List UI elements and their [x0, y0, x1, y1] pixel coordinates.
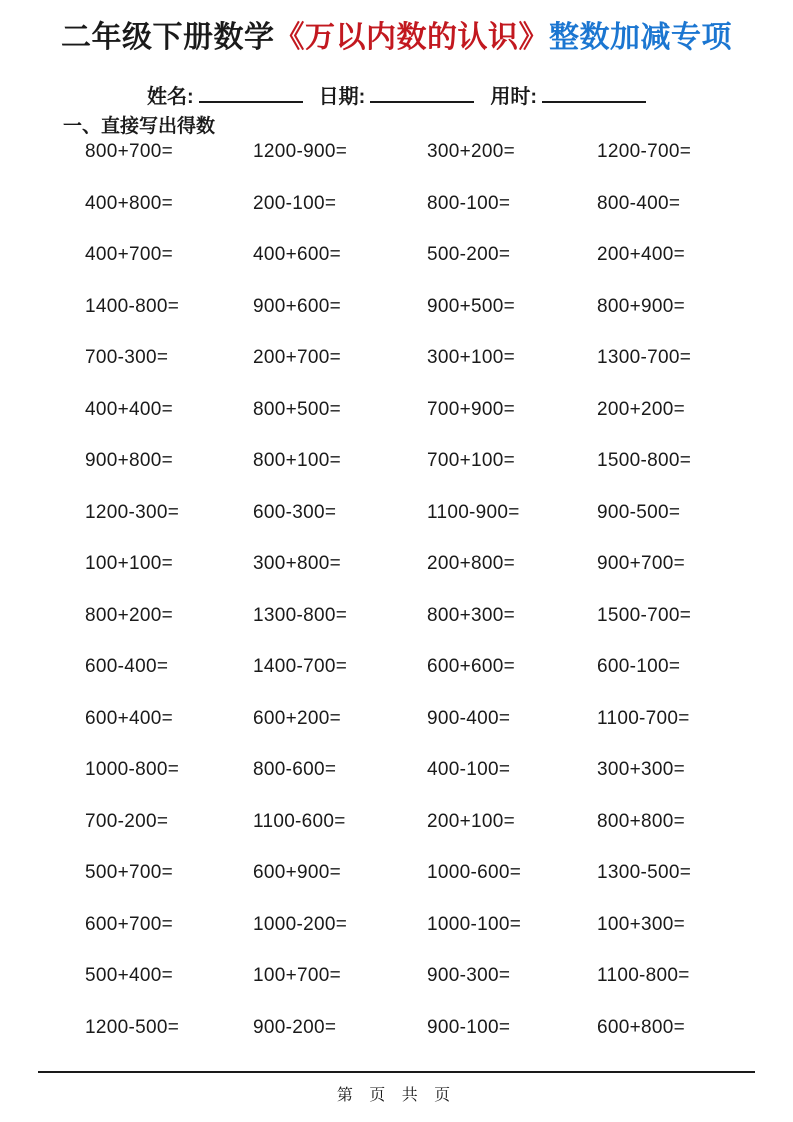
problem: 800+900=: [597, 295, 685, 317]
problem: 800+100=: [253, 450, 341, 471]
problems-grid: [85, 141, 753, 1068]
problem: 600-400=: [85, 656, 169, 677]
problem: 1100-900=: [427, 501, 520, 523]
problem: 1400-800=: [85, 295, 180, 317]
problem: 900-200=: [253, 1016, 337, 1038]
problem: 1100-600=: [253, 810, 346, 832]
problem: 800+300=: [427, 604, 515, 626]
problem: 1400-700=: [253, 656, 348, 677]
page-number-text: 第 页 共 页: [336, 1087, 457, 1104]
problem: 1300-700=: [597, 347, 692, 368]
problem: 500+700=: [85, 862, 173, 883]
problem: 600+900=: [253, 862, 341, 883]
problem: 1200-900=: [253, 141, 348, 162]
page-title: [0, 20, 793, 56]
problem: 1300-800=: [253, 604, 348, 626]
problem: 700-200=: [85, 810, 169, 832]
problem: 900+500=: [427, 295, 515, 317]
date-label: 日期:: [318, 86, 366, 108]
problem: 200-100=: [253, 192, 337, 214]
problem: 800-600=: [253, 759, 337, 780]
problem: 400-100=: [427, 759, 511, 780]
problem: 900-500=: [597, 501, 681, 523]
problem: 500-200=: [427, 244, 511, 265]
problem: 800-100=: [427, 192, 511, 214]
problem: 200+400=: [597, 244, 685, 265]
date-blank-line: [370, 82, 474, 103]
problem: 900+600=: [253, 295, 341, 317]
problem: 1200-300=: [85, 501, 180, 523]
problem: 400+400=: [85, 398, 173, 420]
problem: 600+700=: [85, 913, 173, 935]
problem: 1500-800=: [597, 450, 692, 471]
problem: 1100-800=: [597, 965, 690, 986]
problem: 100+300=: [597, 913, 685, 935]
problem: 1000-800=: [85, 759, 180, 780]
time-label: 用时:: [490, 86, 537, 108]
problem: 700+100=: [427, 450, 515, 471]
problem: 900-300=: [427, 965, 511, 986]
problem: 1100-700=: [597, 707, 690, 729]
problem: 800-400=: [597, 192, 681, 214]
problem: 200+200=: [597, 398, 685, 420]
problem: 800+800=: [597, 810, 685, 832]
title-topic-part: 《万以内数的认识》: [274, 21, 549, 54]
problem: 600+200=: [253, 707, 341, 729]
problem: 800+700=: [85, 141, 173, 162]
problem: 900+800=: [85, 450, 173, 471]
footer-rule: [38, 1071, 755, 1073]
problem: 600+400=: [85, 707, 173, 729]
problem: 700+900=: [427, 398, 515, 420]
info-line: [0, 80, 793, 109]
problem: 1300-500=: [597, 862, 692, 883]
problem: 100+700=: [253, 965, 341, 986]
problem: 300+300=: [597, 759, 685, 780]
title-subtopic-part: 整数加减专项: [549, 21, 732, 54]
problem: 600+800=: [597, 1016, 685, 1038]
problem: 200+100=: [427, 810, 515, 832]
problem: 1500-700=: [597, 604, 692, 626]
problem: 300+800=: [253, 553, 341, 574]
problem: 600+600=: [427, 656, 515, 677]
problem: 600-100=: [597, 656, 681, 677]
time-blank-line: [542, 82, 646, 103]
problem: 400+600=: [253, 244, 341, 265]
problem: 1200-700=: [597, 141, 692, 162]
problem: 200+800=: [427, 553, 515, 574]
problem: 900-100=: [427, 1016, 511, 1038]
problem: 700-300=: [85, 347, 169, 368]
problem: 100+100=: [85, 553, 173, 574]
problem: 1200-500=: [85, 1016, 180, 1038]
problem: 800+500=: [253, 398, 341, 420]
problem: 600-300=: [253, 501, 337, 523]
problem: 1000-100=: [427, 913, 522, 935]
name-label: 姓名:: [146, 86, 194, 108]
problem: 300+100=: [427, 347, 515, 368]
problem: 800+200=: [85, 604, 173, 626]
problem: 1000-200=: [253, 913, 348, 935]
problem: 500+400=: [85, 965, 173, 986]
problem: 200+700=: [253, 347, 341, 368]
problem: 400+800=: [85, 192, 173, 214]
problem: 1000-600=: [427, 862, 522, 883]
problem: 300+200=: [427, 141, 515, 162]
problem: 900-400=: [427, 707, 511, 729]
section-heading: 一、直接写出得数: [63, 116, 216, 137]
problem: 900+700=: [597, 553, 685, 574]
title-course-part: 二年级下册数学: [61, 21, 275, 54]
problem: 400+700=: [85, 244, 173, 265]
name-blank-line: [199, 82, 303, 103]
